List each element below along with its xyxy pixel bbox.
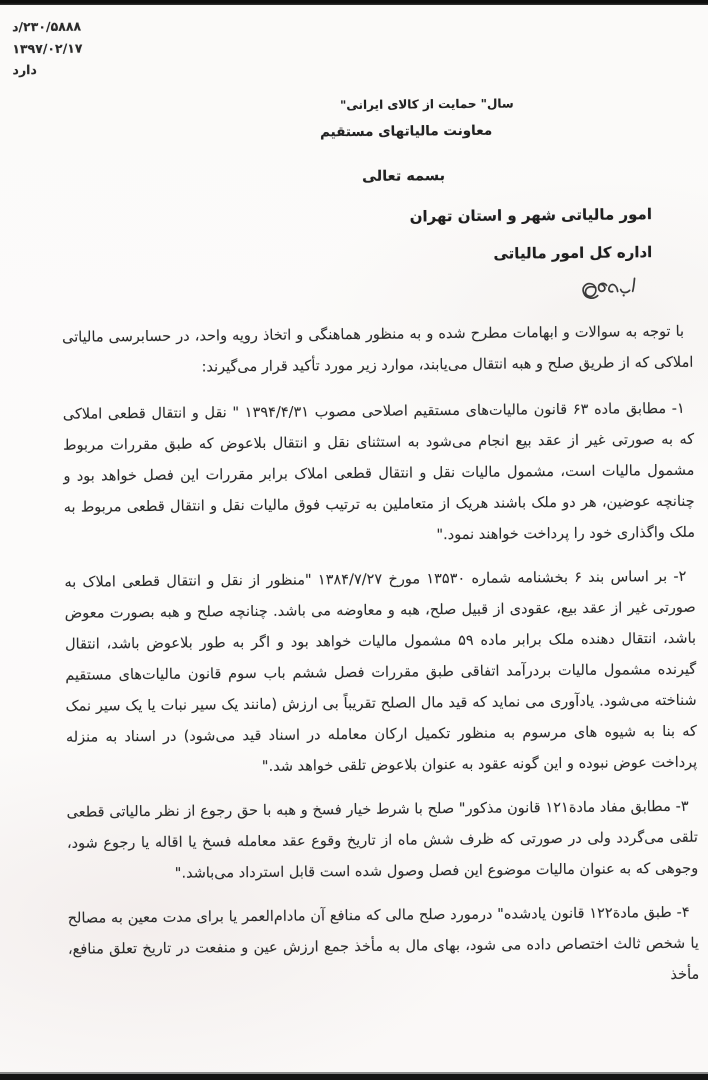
year-slogan: سال" حمایت از کالای ایرانی"	[339, 96, 514, 113]
letter-number: ۲۳۰/۵۸۸۸/د	[12, 18, 82, 35]
recipient-line-1: امور مالیاتی شهر و استان تهران	[409, 205, 653, 226]
recipient-line-2: اداره کل امور مالیاتی	[493, 243, 653, 263]
letter-attachment-flag: دارد	[12, 62, 37, 78]
intro-paragraph: با توجه به سوالات و ابهامات مطرح شده و به منظور هماهنگی و اتخاذ رویه واحد، در حسابرسی مالیاتی املاکی که از طریق صلح و هبه انتقال می‌یابند، موارد زیر مورد تأکید قرار می‌گیرند:	[62, 323, 694, 376]
bismillah-heading: بسمه تعالی	[361, 168, 446, 185]
handwritten-signature-icon	[576, 271, 638, 306]
clause-paragraph-1: ۱- مطابق ماده ۶۳ قانون مالیات‌های مستقیم اصلاحی مصوب ۱۳۹۴/۴/۳۱ " نقل و انتقال قطعی املاکی که به صورتی غیر از عقد بیع انجام می‌شود به استثنای نقل و انتقال بلاعوض که طبق مقررات مربوط مشمول مالیات است، مشمول مالیات نقل و انتقال قطعی املاک برابر مقررات این فصل خواهد بود و چنانچه عوضین، هر دو ملک باشند هریک از متعاملین به ترتیب فوق مالیات نقل و انتقال قطعی مربوط به ملک واگذاری خود را پرداخت خواهند نمود."	[62, 400, 696, 544]
clause-paragraph-4: ۴- طبق مادة۱۲۲ قانون یادشده" درمورد صلح مالی که منافع آن مادام‌العمر یا برای مدت معین به مصالح یا شخص ثالث اختصاص داده می شود، بهای مال به مأخذ جمع ارزش عین و منفعت در تاریخ تعلق منافع، مأخذ	[67, 904, 700, 983]
scan-edge-bottom	[0, 1072, 708, 1080]
letter-date: ۱۳۹۷/۰۲/۱۷	[12, 40, 83, 56]
letter-meta-block	[12, 16, 87, 81]
letter-body	[62, 317, 700, 1010]
department-title: معاونت مالیاتهای مستقیم	[319, 122, 493, 141]
clause-paragraph-2: ۲- بر اساس بند ۶ بخشنامه شماره ۱۳۵۳۰ مورخ ۱۳۸۴/۷/۲۷ "منظور از نقل و انتقال قطعی املاک به صورتی غیر از عقد بیع، عقودی از قبیل صلح، هبه و معاوضه می باشد. چنانچه صلح و هبه بصورت معوض باشد، انتقال دهنده ملک برابر ماده ۵۹ مشمول مالیات خواهد بود و اگر به طور بلاعوض باشد، انتقال گیرنده مشمول مالیات بردرآمد اتفاقی طبق مقررات فصل ششم باب سوم قانون مالیات‌های مستقیم شناخته می‌شود. یادآوری می نماید که قید مال الصلح تقریباً بی ارزش (مانند یک سیر نبات یا یک سیر نمک که بنا به شیوه های مرسوم به منظور تکمیل ارکان معامله در اسناد قید می‌شود) در اسناد به منزله پرداخت عوض نبوده و این گونه عقود به عنوان بلاعوض تلقی خواهد شد."	[64, 568, 698, 775]
clause-paragraph-3: ۳- مطابق مفاد مادة۱۲۱ قانون مذکور" صلح با شرط خیار فسخ و هبه با حق رجوع از نظر مالیاتی قطعی تلقی می‌گردد ولی در صورتی که ظرف شش ماه از تاریخ وقوع عقد معامله فسخ یا اقاله یا رجوع شود، وجوهی که به عنوان مالیات موضوع این فصل وصول شده است قابل استرداد می‌باشد."	[66, 798, 699, 882]
